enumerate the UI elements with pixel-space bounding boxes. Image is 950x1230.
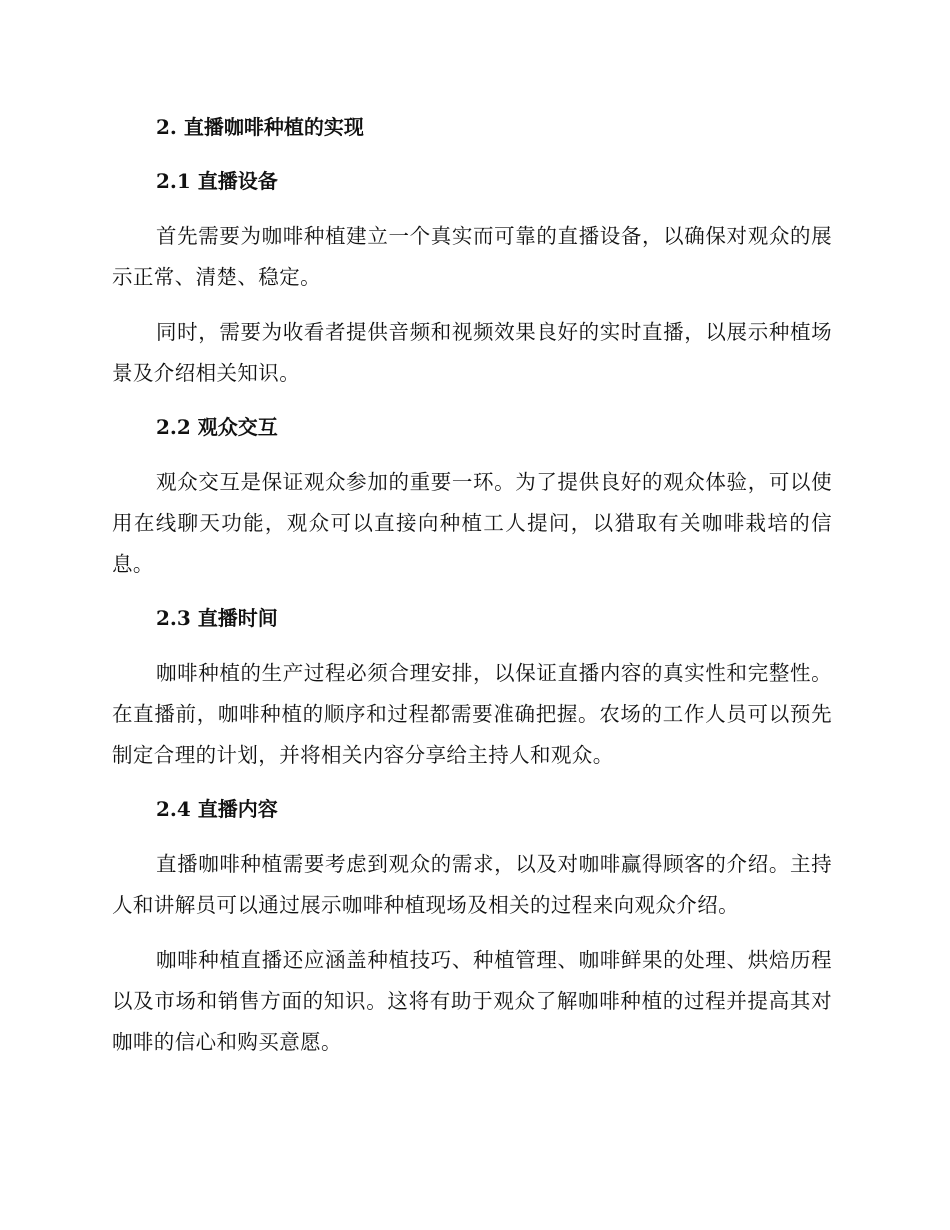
document-body: [112, 108, 832, 1077]
paragraph: 观众交互是保证观众参加的重要一环。为了提供良好的观众体验，可以使用在线聊天功能，观众可以直接向种植工人提问，以猎取有关咖啡栽培的信息。: [112, 470, 832, 576]
paragraph: 首先需要为咖啡种植建立一个真实而可靠的直播设备，以确保对观众的展示正常、清楚、稳定。: [112, 224, 832, 289]
paragraph: 咖啡种植直播还应涵盖种植技巧、种植管理、咖啡鲜果的处理、烘焙历程以及市场和销售方面的知识。这将有助于观众了解咖啡种植的过程并提高其对咖啡的信心和购买意愿。: [112, 948, 832, 1054]
subsection-title-2-4: 2.4 直播内容: [156, 797, 278, 821]
paragraph: 直播咖啡种植需要考虑到观众的需求，以及对咖啡赢得顾客的介绍。主持人和讲解员可以通过展示咖啡种植现场及相关的过程来向观众介绍。: [112, 852, 832, 917]
subsection-title-2-1: 2.1 直播设备: [156, 169, 278, 193]
paragraph: 咖啡种植的生产过程必须合理安排，以保证直播内容的真实性和完整性。在直播前，咖啡种植的顺序和过程都需要准确把握。农场的工作人员可以预先制定合理的计划，并将相关内容分享给主持人和观众。: [112, 661, 832, 767]
subsection-title-2-3: 2.3 直播时间: [156, 606, 278, 630]
section-title: 2. 直播咖啡种植的实现: [156, 115, 364, 139]
paragraph: 同时，需要为收看者提供音频和视频效果良好的实时直播，以展示种植场景及介绍相关知识。: [112, 320, 832, 385]
subsection-title-2-2: 2.2 观众交互: [156, 415, 278, 439]
